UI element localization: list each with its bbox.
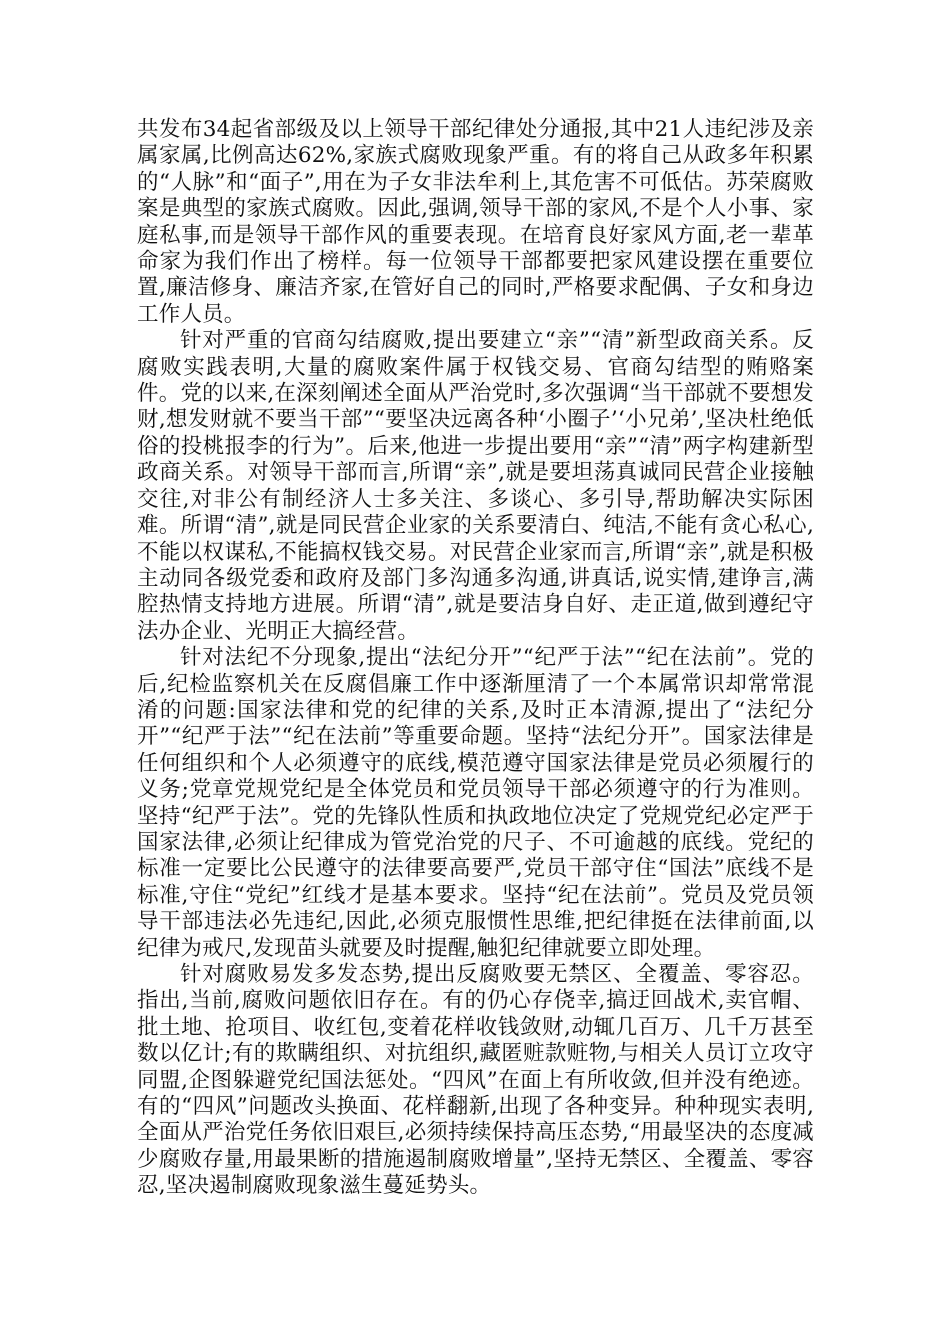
document-page: [137, 117, 814, 1200]
paragraph-law-and-discipline: 针对法纪不分现象,提出“法纪分开”“纪严于法”“纪在法前”。党的后,纪检监察机关在反腐倡廉工作中逐渐厘清了一个本属常识却常常混淆的问题:国家法律和党的纪律的关系,及时正本清源,提出了“法纪分开”“纪严于法”“纪在法前”等重要命题。坚持“法纪分开”。国家法律是任何组织和个人必须遵守的底线,模范遵守国家法律是党员必须履行的义务;党章党规党纪是全体党员和党员领导干部必须遵守的行为准则。坚持“纪严于法”。党的先锋队性质和执政地位决定了党规党纪必定严于国家法律,必须让纪律成为管党治党的尺子、不可逾越的底线。党纪的标准一定要比公民遵守的法律要高要严,党员干部守住“国法”底线不是标准,守住“党纪”红线才是基本要求。坚持“纪在法前”。党员及党员领导干部违法必先违纪,因此,必须克服惯性思维,把纪律挺在法律前面,以纪律为戒尺,发现苗头就要及时提醒,触犯纪律就要立即处理。: [137, 645, 814, 961]
paragraph-family-style: 共发布34起省部级及以上领导干部纪律处分通报,其中21人违纪涉及亲属家属,比例高达62%,家族式腐败现象严重。有的将自己从政多年积累的“人脉”和“面子”,用在为子女非法牟利上,其危害不可低估。苏荣腐败案是典型的家族式腐败。因此,强调,领导干部的家风,不是个人小事、家庭私事,而是领导干部作风的重要表现。在培育良好家风方面,老一辈革命家为我们作出了榜样。每一位领导干部都要把家风建设摆在重要位置,廉洁修身、廉洁齐家,在管好自己的同时,严格要求配偶、子女和身边工作人员。: [137, 117, 814, 327]
paragraph-zero-tolerance: 针对腐败易发多发态势,提出反腐败要无禁区、全覆盖、零容忍。指出,当前,腐败问题依旧存在。有的仍心存侥幸,搞迂回战术,卖官帽、批土地、抢项目、收红包,变着花样收钱敛财,动辄几百万、几千万甚至数以亿计;有的欺瞒组织、对抗组织,藏匿赃款赃物,与相关人员订立攻守同盟,企图躲避党纪国法惩处。“四风”在面上有所收敛,但并没有绝迹。有的“四风”问题改头换面、花样翻新,出现了各种变异。种种现实表明,全面从严治党任务依旧艰巨,必须持续保持高压态势,“用最坚决的态度减少腐败存量,用最果断的措施遏制腐败增量”,坚持无禁区、全覆盖、零容忍,坚决遏制腐败现象滋生蔓延势头。: [137, 962, 814, 1199]
paragraph-government-business-relations: 针对严重的官商勾结腐败,提出要建立“亲”“清”新型政商关系。反腐败实践表明,大量的腐败案件属于权钱交易、官商勾结型的贿赂案件。党的以来,在深刻阐述全面从严治党时,多次强调“当干部就不要想发财,想发财就不要当干部”“要坚决远离各种‘小圈子’‘小兄弟’,坚决杜绝低俗的投桃报李的行为”。后来,他进一步提出要用“亲”“清”两字构建新型政商关系。对领导干部而言,所谓“亲”,就是要坦荡真诚同民营企业接触交往,对非公有制经济人士多关注、多谈心、多引导,帮助解决实际困难。所谓“清”,就是同民营企业家的关系要清白、纯洁,不能有贪心私心,不能以权谋私,不能搞权钱交易。对民营企业家而言,所谓“亲”,就是积极主动同各级党委和政府及部门多沟通多沟通,讲真话,说实情,建诤言,满腔热情支持地方进展。所谓“清”,就是要洁身自好、走正道,做到遵纪守法办企业、光明正大搞经营。: [137, 328, 814, 644]
